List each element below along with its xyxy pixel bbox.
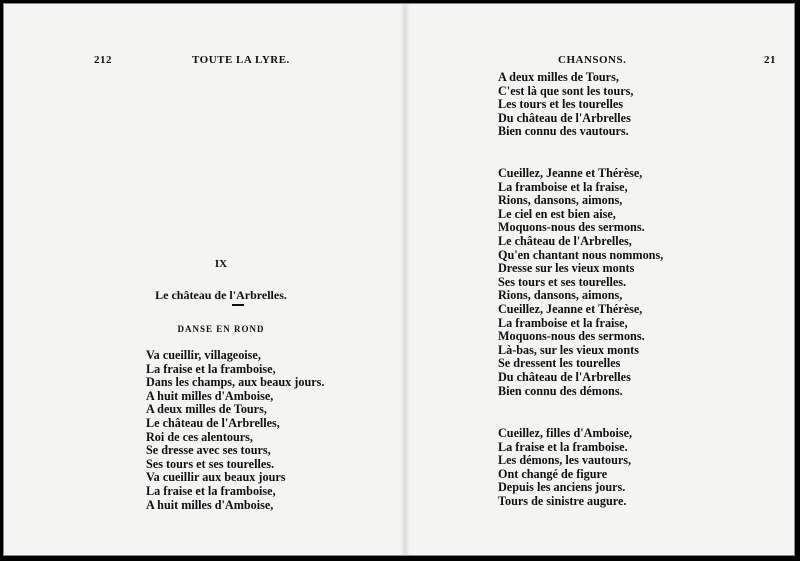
poem-line: Le château de l'Arbrelles, bbox=[146, 415, 280, 430]
poem-line: Les démons, les vautours, bbox=[498, 453, 632, 468]
poem-line: Là-bas, sur les vieux monts bbox=[498, 342, 639, 357]
poem-line: Dans les champs, aux beaux jours. bbox=[146, 375, 325, 390]
poem-line: Cueillez, Jeanne et Thérèse, bbox=[498, 166, 643, 180]
poem-line: Se dressent les tourelles bbox=[498, 356, 621, 371]
title-rule bbox=[232, 304, 244, 306]
left-page-number: 212 bbox=[94, 54, 112, 66]
poem-line: A deux milles de Tours, bbox=[146, 402, 267, 417]
right-page bbox=[408, 4, 796, 555]
book-spread bbox=[3, 3, 795, 556]
poem-line: Les tours et les tourelles bbox=[498, 97, 624, 112]
poem-line: C'est là que sont les tours, bbox=[498, 83, 634, 98]
poem-line: Va cueillir, villageoise, bbox=[146, 348, 261, 362]
poem-line: La framboise et la fraise, bbox=[498, 179, 628, 194]
poem-line: Moquons-nous des sermons. bbox=[498, 220, 645, 235]
section-number: IX bbox=[214, 258, 228, 270]
poem-line: Ses tours et ses tourelles. bbox=[498, 274, 627, 289]
poem-line: Rions, dansons, aimons, bbox=[498, 193, 623, 208]
poem-line: Ont changé de figure bbox=[498, 466, 608, 481]
poem-line: A huit milles d'Amboise, bbox=[146, 388, 274, 403]
poem-subtitle: DANSE EN ROND bbox=[177, 324, 265, 334]
poem-line: A deux milles de Tours, bbox=[498, 70, 619, 84]
poem-line: Se dresse avec ses tours, bbox=[146, 443, 271, 458]
poem-line: Qu'en chantant nous nommons, bbox=[498, 247, 664, 262]
poem-line: Du château de l'Arbrelles bbox=[498, 369, 631, 384]
poem-line: Rions, dansons, aimons, bbox=[498, 288, 623, 303]
poem-line: La fraise et la framboise. bbox=[498, 439, 628, 454]
poem-line: La fraise et la framboise, bbox=[146, 483, 276, 498]
right-stanza-1 bbox=[498, 71, 633, 139]
poem-line: Du château de l'Arbrelles bbox=[498, 110, 631, 125]
poem-line: Le ciel en est bien aise, bbox=[498, 206, 616, 221]
poem-line: Dresse sur les vieux monts bbox=[498, 261, 635, 276]
right-running-head: CHANSONS. bbox=[558, 54, 627, 66]
poem-line: La fraise et la framboise, bbox=[146, 361, 276, 376]
poem-line: Ses tours et ses tourelles. bbox=[146, 456, 275, 471]
right-stanza-2 bbox=[498, 167, 663, 398]
poem-line: Cueillez, Jeanne et Thérèse, bbox=[498, 301, 643, 316]
poem-line: Depuis les anciens jours. bbox=[498, 480, 626, 495]
poem-line: Bien connu des vautours. bbox=[498, 124, 629, 139]
poem-line: Cueillez, filles d'Amboise, bbox=[498, 426, 633, 440]
left-running-head: TOUTE LA LYRE. bbox=[192, 54, 290, 66]
left-poem-lines bbox=[146, 349, 324, 512]
right-stanza-3 bbox=[498, 427, 632, 509]
poem-line: Le château de l'Arbrelles, bbox=[498, 233, 632, 248]
poem-line: Tours de sinistre augure. bbox=[498, 493, 627, 508]
poem-line: A huit milles d'Amboise, bbox=[146, 497, 274, 512]
poem-line: La framboise et la fraise, bbox=[498, 315, 628, 330]
right-page-number: 21 bbox=[764, 54, 776, 66]
poem-title: Le château de l'Arbrelles. bbox=[155, 288, 287, 302]
poem-line: Moquons-nous des sermons. bbox=[498, 329, 645, 344]
poem-line: Va cueillir aux beaux jours bbox=[146, 470, 286, 485]
poem-line: Roi de ces alentours, bbox=[146, 429, 253, 444]
left-page bbox=[4, 4, 402, 555]
poem-line: Bien connu des démons. bbox=[498, 383, 623, 398]
